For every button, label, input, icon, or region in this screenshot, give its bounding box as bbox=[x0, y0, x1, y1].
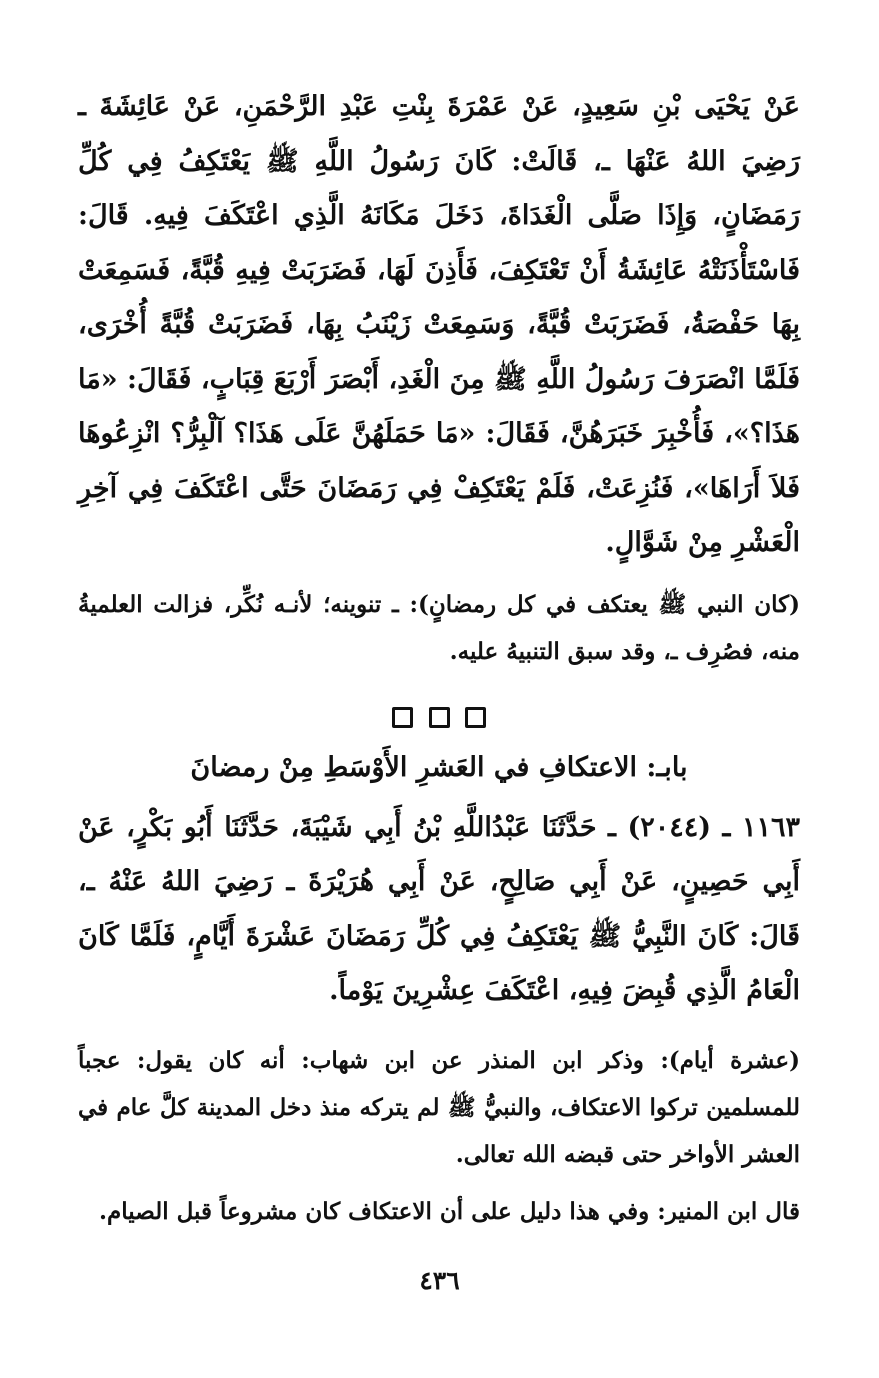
separator-square-icon bbox=[429, 707, 450, 728]
page-body bbox=[78, 80, 800, 1235]
commentary-2: (عشرة أيام): وذكر ابن المنذر عن ابن شهاب: أنه كان يقول: عجباً للمسلمين تركوا الاعتكاف، والنبيُّ ﷺ لم يتركه منذ دخل المدينة كلَّ عام في العشر الأواخر حتى قبضه الله تعالى. bbox=[78, 1046, 800, 1168]
commentary-3: قال ابن المنير: وفي هذا دليل على أن الاعتكاف كان مشروعاً قبل الصيام. bbox=[99, 1197, 800, 1225]
section-separator bbox=[78, 707, 800, 729]
chapter-title: بابـ: الاعتكافِ في العَشرِ الأَوْسَطِ مِنْ رمضانَ bbox=[190, 751, 688, 783]
separator-square-icon bbox=[392, 707, 413, 728]
page-number: ٤٣٦ bbox=[419, 1266, 460, 1295]
hadith-text-2: ١١٦٣ ـ (٢٠٤٤) ـ حَدَّثَنَا عَبْدُاللَّهِ بْنُ أَبِي شَيْبَةَ، حَدَّثَنَا أَبُو بَكْرٍ، عَنْ أَبِي حَصِينٍ، عَنْ أَبِي صَالِحٍ، عَنْ أَبِي هُرَيْرَةَ ـ رَضِيَ اللهُ عَنْهُ ـ، قَالَ: كَانَ النَّبِيُّ ﷺ يَعْتَكِفُ فِي كُلِّ رَمَضَانَ عَشْرَةَ أَيَّامٍ، فَلَمَّا كَانَ الْعَامُ الَّذِي قُبِضَ فِيهِ، اعْتَكَفَ عِشْرِينَ يَوْماً. bbox=[78, 811, 800, 1006]
separator-square-icon bbox=[465, 707, 486, 728]
commentary-1: (كان النبي ﷺ يعتكف في كل رمضانٍ): ـ تنوينه؛ لأنـه نُكِّر، فزالت العلميةُ منه، فصُرِف ـ، وقد سبق التنبيهُ عليه. bbox=[78, 590, 800, 665]
hadith-text-1: عَنْ يَحْيَى بْنِ سَعِيدٍ، عَنْ عَمْرَةَ بِنْتِ عَبْدِ الرَّحْمَنِ، عَنْ عَائِشَةَ ـ رَضِيَ اللهُ عَنْهَا ـ، قَالَتْ: كَانَ رَسُولُ اللَّهِ ﷺ يَعْتَكِفُ فِي كُلِّ رَمَضَانٍ، وَإِذَا صَلَّى الْغَدَاةَ، دَخَلَ مَكَانَهُ الَّذِي اعْتَكَفَ فِيهِ. قَالَ: فَاسْتَأْذَنَتْهُ عَائِشَةُ أَنْ تَعْتَكِفَ، فَأَذِنَ لَهَا، فَضَرَبَتْ فِيهِ قُبَّةً، فَسَمِعَتْ بِهَا حَفْصَةُ، فَضَرَبَتْ قُبَّةً، وَسَمِعَتْ زَيْنَبُ بِهَا، فَضَرَبَتْ قُبَّةً أُخْرَى، فَلَمَّا انْصَرَفَ رَسُولُ اللَّهِ ﷺ مِنَ الْغَدِ، أَبْصَرَ أَرْبَعَ قِبَابٍ، فَقَالَ: «مَا هَذَا؟»، فَأُخْبِرَ خَبَرَهُنَّ، فَقَالَ: «مَا حَمَلَهُنَّ عَلَى هَذَا؟ آلْبِرُّ؟ انْزِعُوهَا فَلاَ أَرَاهَا»، فَنُزِعَتْ، فَلَمْ يَعْتَكِفْ فِي رَمَضَانَ حَتَّى اعْتَكَفَ فِي آخِرِ الْعَشْرِ مِنْ شَوَّالٍ. bbox=[78, 91, 800, 558]
